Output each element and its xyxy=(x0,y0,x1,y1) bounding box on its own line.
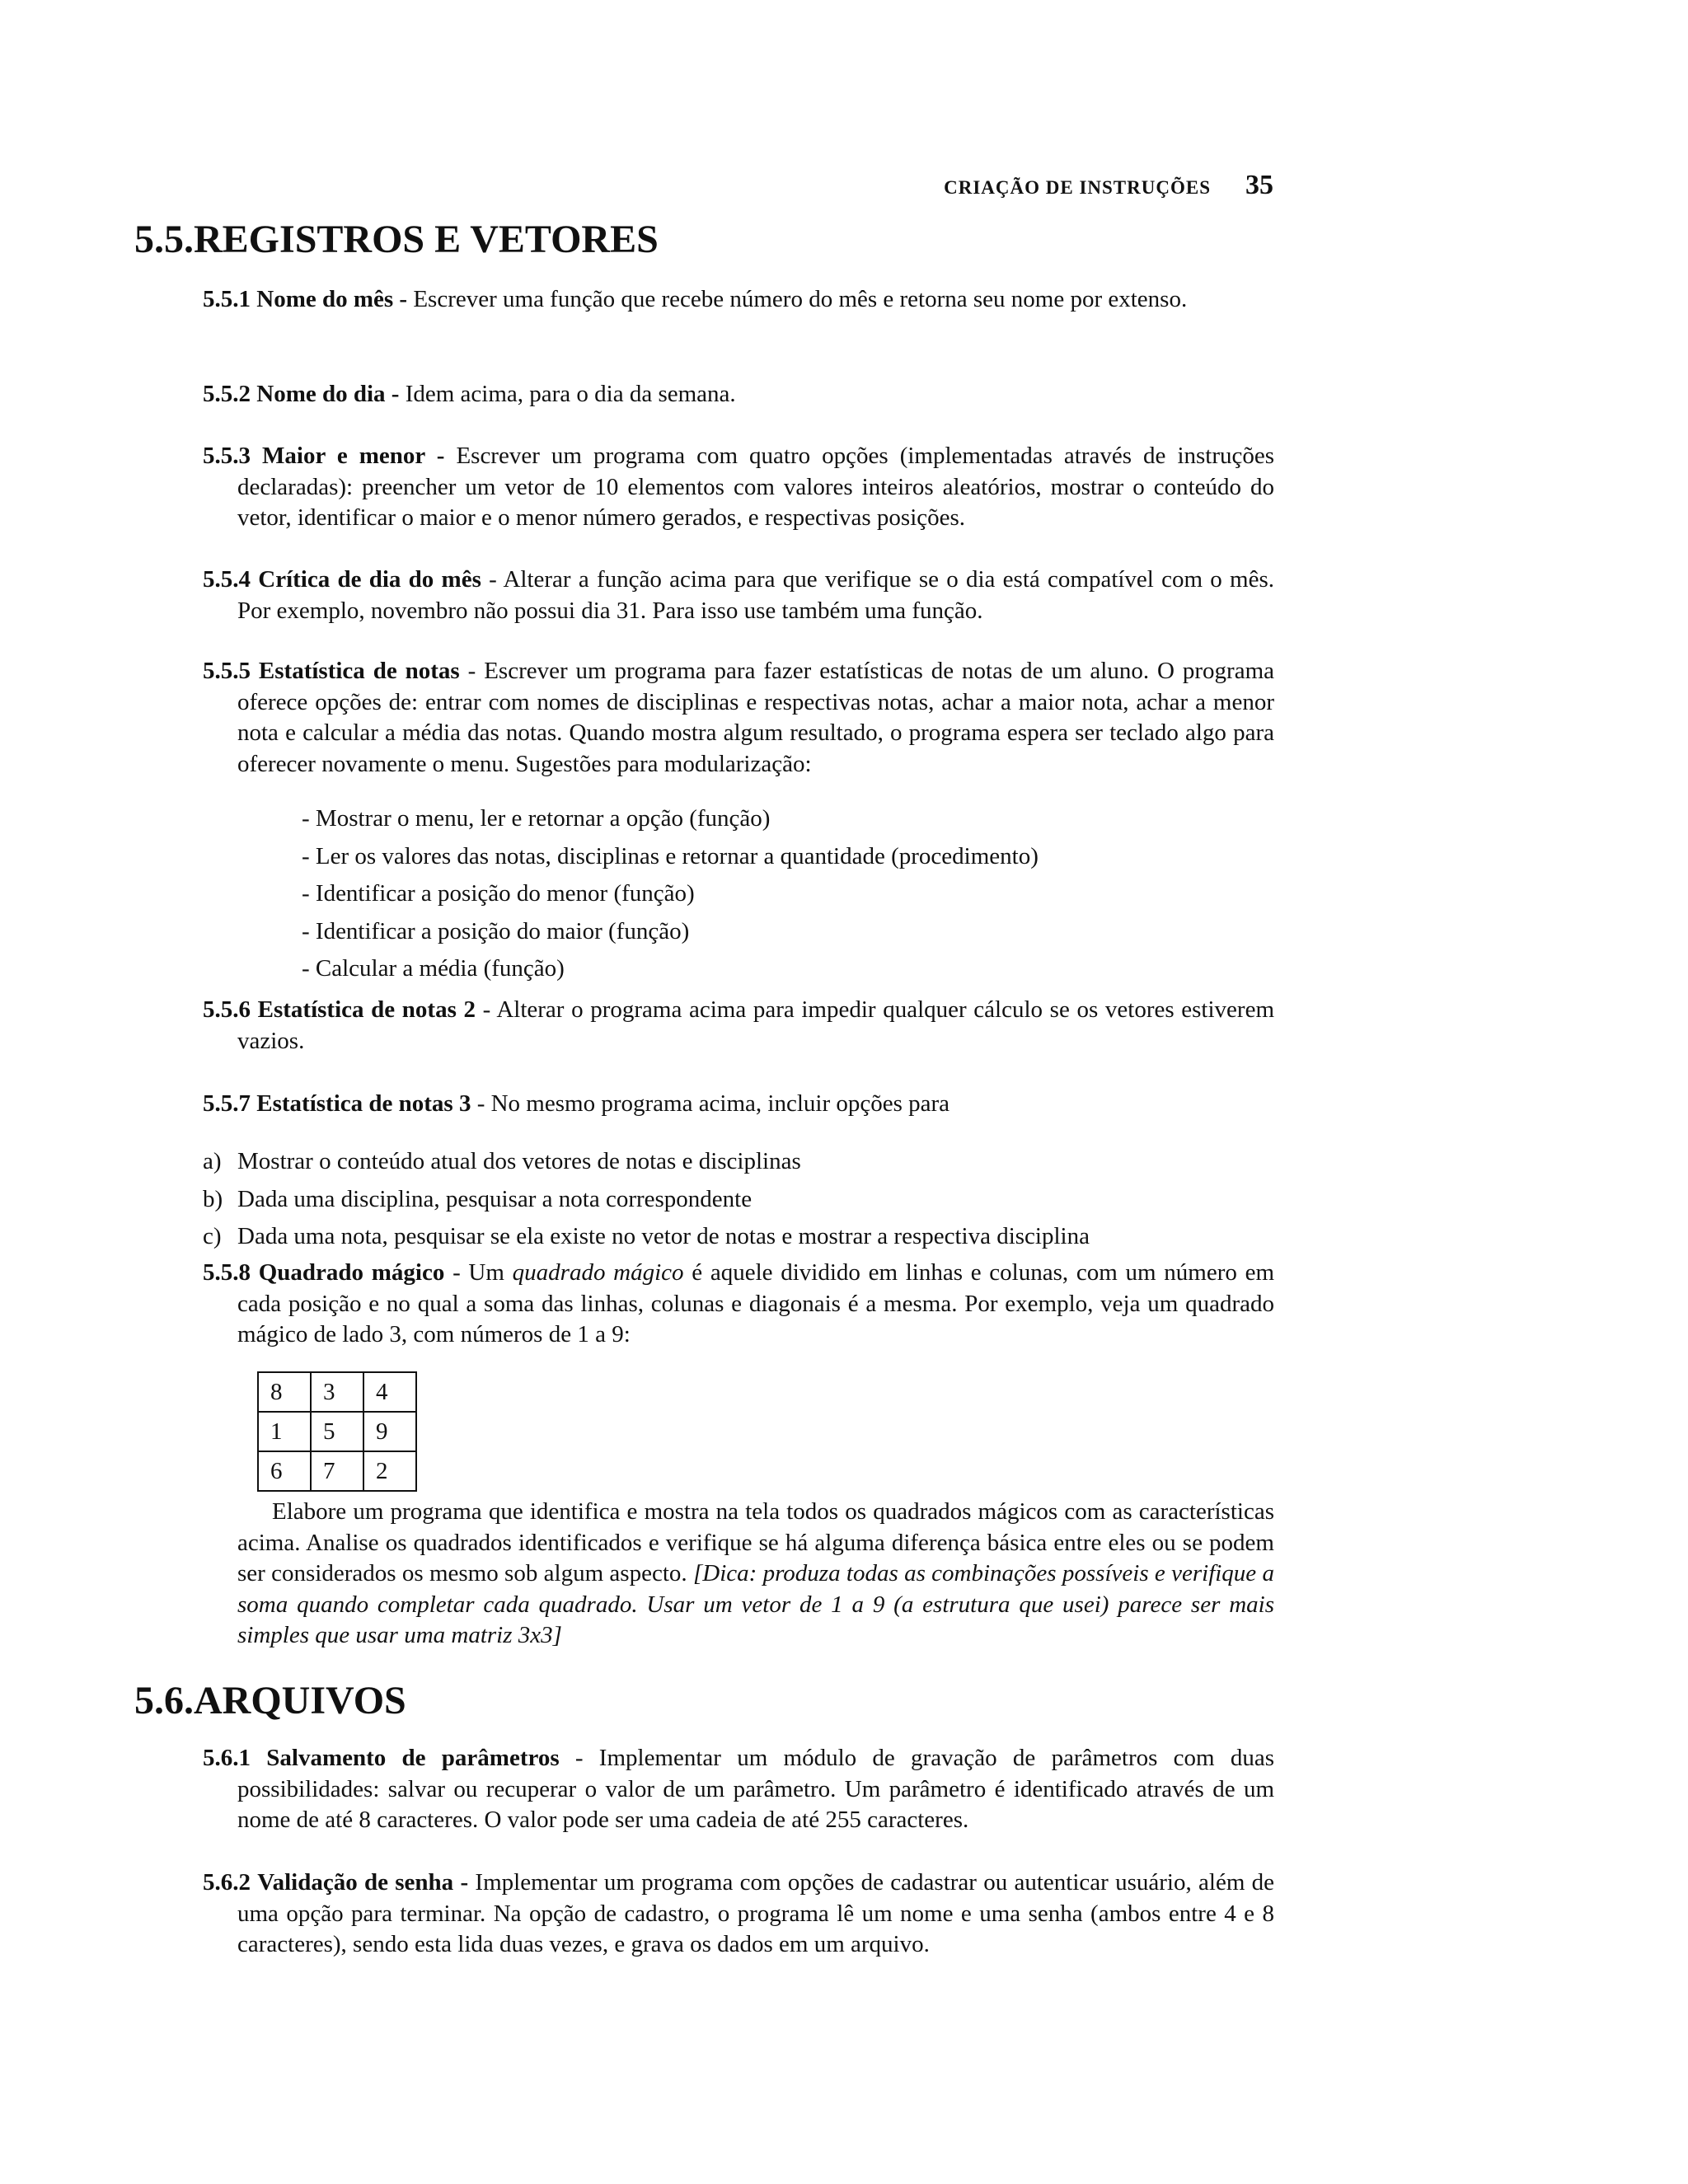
exercise-text: - Alterar o programa acima para impedir qualquer cálculo se os vetores estiverem vazios. xyxy=(237,996,1275,1054)
page-number: 35 xyxy=(1245,170,1273,200)
exercise-text: - No mesmo programa acima, incluir opções para xyxy=(476,1090,950,1117)
table-cell: 9 xyxy=(363,1412,416,1451)
exercise-number: 5.5.4 xyxy=(203,566,251,593)
running-header xyxy=(907,170,1273,201)
emphasized-term: quadrado mágico xyxy=(512,1259,684,1286)
options-list xyxy=(203,1143,1090,1256)
exercise-title: Estatística de notas 3 xyxy=(256,1090,471,1117)
exercise-text: Idem acima, para o dia da semana. xyxy=(405,381,736,407)
magic-square-table xyxy=(257,1371,417,1492)
running-title: CRIAÇÃO DE INSTRUÇÕES xyxy=(944,177,1211,198)
exercise-text: Escrever um programa com quatro opções (implementadas através de instruções declaradas): preencher um vetor de 10 elementos com valores inteiros aleatórios, mostrar o conteúdo do vetor, identificar o maior e o menor número gerados, e respectivas posições. xyxy=(237,443,1275,531)
list-item xyxy=(203,1181,1090,1219)
exercise-5-5-3 xyxy=(203,441,1274,534)
exercise-5-6-1 xyxy=(203,1743,1274,1836)
exercise-number: 5.5.1 xyxy=(203,286,251,312)
exercise-text: - Alterar a função acima para que verifique se o dia está compatível com o mês. Por exemplo, novembro não possui dia 31. Para isso use também uma função. xyxy=(237,566,1275,624)
exercise-title: Maior e menor - xyxy=(262,443,445,469)
table-row xyxy=(258,1451,416,1491)
list-text: Dada uma disciplina, pesquisar a nota correspondente xyxy=(237,1185,753,1212)
list-item: - Mostrar o menu, ler e retornar a opção (função) xyxy=(302,805,771,832)
modularization-suggestions xyxy=(302,800,1039,988)
exercise-5-5-7 xyxy=(203,1089,1274,1120)
exercise-title: Quadrado mágico xyxy=(258,1259,445,1286)
hint-text: [Dica: produza todas as combinações possíveis e verifique a soma quando completar cada quadrado. Usar um vetor de 1 a 9 (a estrutura que usei) parece ser mais simples que usar uma matriz 3x3] xyxy=(237,1560,1274,1648)
exercise-text: Implementar um programa com opções de cadastrar ou autenticar usuário, além de uma opção para terminar. Na opção de cadastro, o programa lê um nome e uma senha (ambos entre 4 e 8 caracteres), sendo esta lida duas vezes, e grava os dados em um arquivo. xyxy=(237,1869,1275,1957)
table-cell: 5 xyxy=(311,1412,363,1451)
exercise-number: 5.5.8 xyxy=(203,1259,251,1286)
table-cell: 2 xyxy=(363,1451,416,1491)
exercise-5-5-5 xyxy=(203,656,1274,780)
table-row xyxy=(258,1372,416,1412)
exercise-number: 5.5.6 xyxy=(203,996,251,1023)
table-cell: 7 xyxy=(311,1451,363,1491)
exercise-number: 5.5.5 xyxy=(203,658,251,684)
exercise-title: Estatística de notas 2 xyxy=(257,996,476,1023)
exercise-title: Nome do dia - xyxy=(256,381,400,407)
list-text: Mostrar o conteúdo atual dos vetores de notas e disciplinas xyxy=(237,1148,801,1174)
exercise-5-5-2 xyxy=(203,379,1274,410)
exercise-number: 5.6.2 xyxy=(203,1869,251,1896)
exercise-title: Crítica de dia do mês xyxy=(258,566,481,593)
table-cell: 8 xyxy=(258,1372,311,1412)
section-heading-registros-e-vetores: 5.5.REGISTROS E VETORES xyxy=(134,218,659,261)
list-item: - Identificar a posição do maior (função) xyxy=(302,917,690,944)
exercise-number: 5.5.7 xyxy=(203,1090,251,1117)
exercise-title: Salvamento de parâmetros xyxy=(266,1745,560,1771)
table-cell: 1 xyxy=(258,1412,311,1451)
paragraph-text: Elabore um programa que identifica e mostra na tela todos os quadrados mágicos com as características acima. Analise os quadrados identificados e verifique se há alguma diferença básica entre eles ou se podem ser considerados os mesmo sob algum aspecto. xyxy=(237,1498,1274,1586)
exercise-5-5-8 xyxy=(203,1258,1274,1351)
list-item: - Identificar a posição do menor (função) xyxy=(302,880,695,907)
exercise-title: Validação de senha - xyxy=(257,1869,469,1896)
exercise-title: Estatística de notas xyxy=(258,658,460,684)
exercise-text: é aquele dividido em linhas e colunas, com um número em cada posição e no qual a soma das linhas, colunas e diagonais é a mesma. Por exemplo, veja um quadrado mágico de lado 3, com números de 1 a 9: xyxy=(237,1259,1274,1347)
exercise-5-5-6 xyxy=(203,995,1274,1057)
exercise-5-6-2 xyxy=(203,1868,1274,1961)
magic-square-paragraph xyxy=(237,1497,1274,1652)
table-cell: 4 xyxy=(363,1372,416,1412)
exercise-number: 5.5.3 xyxy=(203,443,251,469)
exercise-text: - Escrever um programa para fazer estatísticas de notas de um aluno. O programa oferece opções de: entrar com nomes de disciplinas e respectivas notas, achar a maior nota, achar a menor nota e calcular a média das notas. Quando mostra algum resultado, o programa espera ser teclado algo para oferecer novamente o menu. Sugestões para modularização: xyxy=(237,658,1275,777)
exercise-text: - Um xyxy=(452,1259,513,1286)
exercise-5-5-1 xyxy=(203,284,1274,316)
exercise-number: 5.6.1 xyxy=(203,1745,251,1771)
list-text: Dada uma nota, pesquisar se ela existe no vetor de notas e mostrar a respectiva disciplina xyxy=(237,1223,1090,1249)
list-marker: b) xyxy=(203,1185,223,1212)
section-heading-arquivos: 5.6.ARQUIVOS xyxy=(134,1679,406,1722)
list-item: - Calcular a média (função) xyxy=(302,955,565,982)
table-row xyxy=(258,1412,416,1451)
list-item: - Ler os valores das notas, disciplinas e retornar a quantidade (procedimento) xyxy=(302,842,1039,869)
list-marker: c) xyxy=(203,1223,222,1249)
table-cell: 3 xyxy=(311,1372,363,1412)
exercise-number: 5.5.2 xyxy=(203,381,251,407)
list-item xyxy=(203,1218,1090,1256)
exercise-text: Escrever uma função que recebe número do mês e retorna seu nome por extenso. xyxy=(413,286,1188,312)
exercise-title: Nome do mês - xyxy=(256,286,408,312)
table-cell: 6 xyxy=(258,1451,311,1491)
exercise-5-5-4 xyxy=(203,565,1274,626)
exercise-text: - Implementar um módulo de gravação de parâmetros com duas possibilidades: salvar ou recuperar o valor de um parâmetro. Um parâmetro é identificado através de um nome de até 8 caracteres. O valor pode ser uma cadeia de até 255 caracteres. xyxy=(237,1745,1274,1833)
list-item xyxy=(203,1143,1090,1181)
list-marker: a) xyxy=(203,1148,222,1174)
